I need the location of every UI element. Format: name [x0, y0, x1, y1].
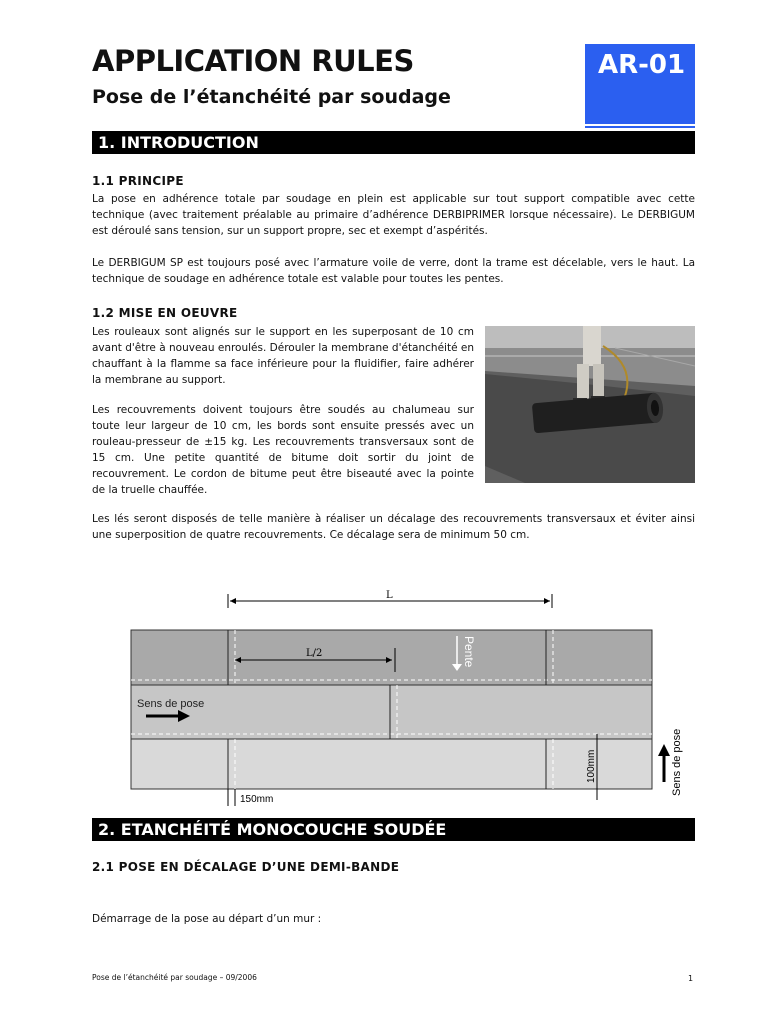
principe-paragraph-2: Le DERBIGUM SP est toujours posé avec l’armature voile de verre, dont la trame est décelable, vers le haut. La technique de soudage en adhérence totale est valable pour toutes les pentes. — [92, 257, 695, 285]
section-2-text: Démarrage de la pose au départ d’un mur : — [92, 913, 322, 925]
dim-L-label: L — [386, 590, 393, 601]
badge-divider — [585, 124, 695, 126]
installation-photo — [485, 326, 695, 483]
mise-en-oeuvre-paragraph-2: Les recouvrements doivent toujours être soudés au chalumeau sur toute leur largeur de 10 cm, les bords sont ensuite pressés avec un rouleau-presseur de ±15 kg. Les recouvrements transversaux sont de 15 cm. Une petite quantité de bitume doit sortir du joint de recouvrement. Le cordon de bitume peut être biseauté avec la pointe de la truelle chauffée. — [92, 404, 474, 496]
mise-en-oeuvre-paragraph-1: Les rouleaux sont alignés sur le support en les superposant de 10 cm avant d'être à nouveau enroulés. Dérouler la membrane d'étanchéité en chauffant à la flamme sa face inférieure pour la fluidifier, faire adhérer la membrane au support. — [92, 326, 474, 386]
sens-de-pose-side-label: Sens de pose — [671, 728, 683, 796]
page-title: APPLICATION RULES — [92, 44, 414, 78]
principe-paragraph-1: La pose en adhérence totale par soudage en plein est applicable sur tout support compatible avec cette technique (avec traitement préalable au primaire d’adhérence DERBIPRIMER lorsque nécessaire). Le DERBIGUM est déroulé sans tension, sur un support propre, sec et exempt d’aspérités. — [92, 193, 695, 237]
subsection-2-1-heading: 2.1 POSE EN DÉCALAGE D’UNE DEMI-BANDE — [92, 860, 400, 874]
dim-L2-label: L/2 — [306, 648, 323, 659]
mise-en-oeuvre-paragraph-3: Les lés seront disposés de telle manière à réaliser un décalage des recouvrements transversaux et éviter ainsi une superposition de quatre recouvrements. Ce décalage sera de minimum 50 cm. — [92, 513, 695, 541]
subsection-1-2-heading: 1.2 MISE EN OEUVRE — [92, 306, 238, 320]
label-100mm: 100mm — [586, 749, 597, 783]
subsection-1-1-heading: 1.1 PRINCIPE — [92, 174, 184, 188]
overlap-layout-diagram — [124, 586, 684, 812]
sens-de-pose-row-label: Sens de pose — [137, 698, 205, 710]
pente-label: Pente — [462, 636, 476, 668]
page-number: 1 — [688, 974, 694, 983]
section-1-heading: 1. INTRODUCTION — [92, 131, 695, 154]
section-2-heading: 2. ETANCHÉITÉ MONOCOUCHE SOUDÉE — [92, 818, 695, 841]
membrane-row-2 — [131, 685, 652, 739]
document-code: AR-01 — [598, 50, 686, 80]
document-code-badge — [585, 44, 695, 128]
page-subtitle: Pose de l’étanchéité par soudage — [92, 86, 451, 108]
membrane-row-3 — [131, 739, 652, 789]
label-150mm: 150mm — [240, 794, 274, 805]
membrane-row-1 — [131, 630, 652, 685]
footer-text: Pose de l’étanchéité par soudage – 09/2006 — [92, 973, 257, 982]
